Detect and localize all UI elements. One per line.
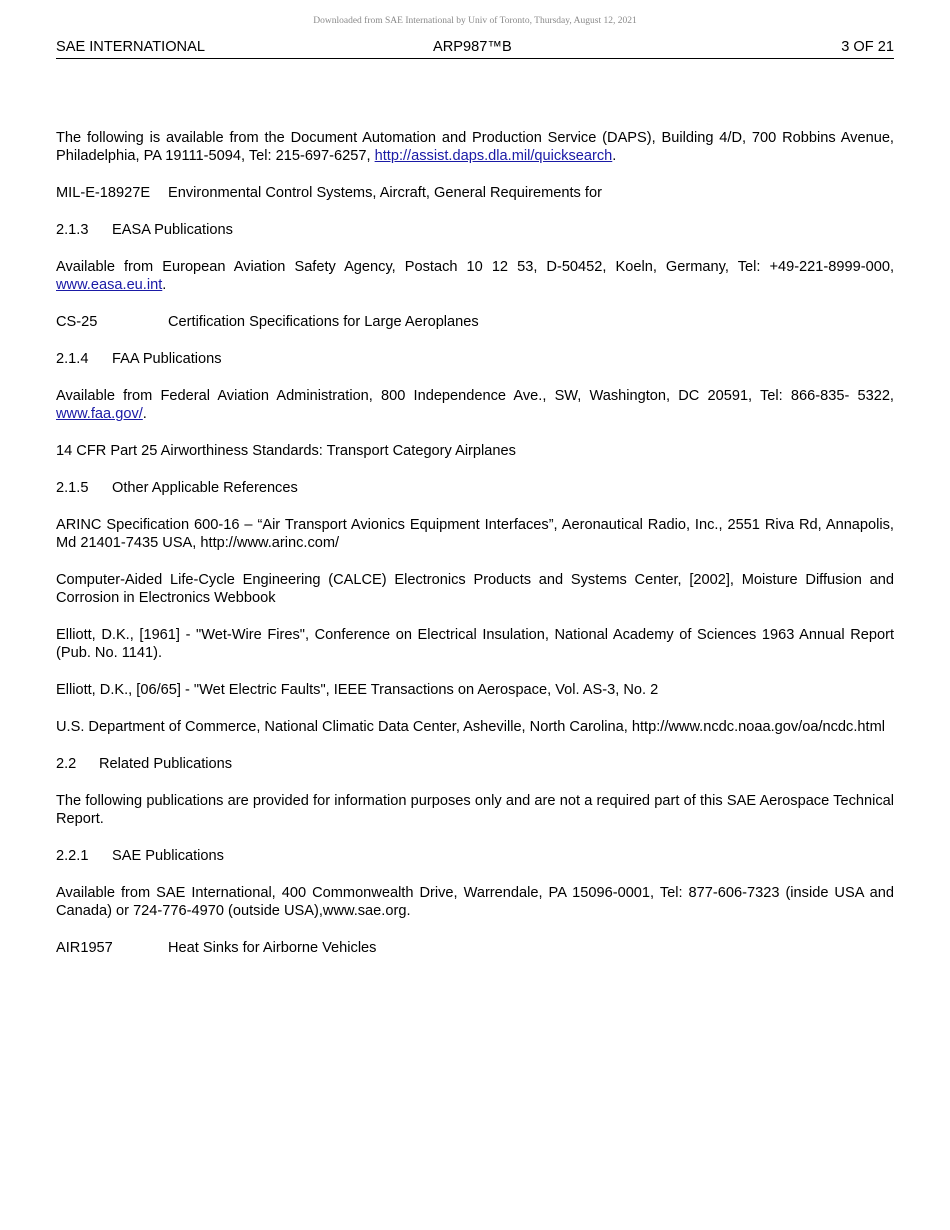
faa-end: . bbox=[142, 406, 147, 422]
faa-text: Available from Federal Aviation Administration, 800 Independence Ave., SW, Washington, DC 20591, Tel: 866-835- 5322, bbox=[56, 388, 894, 404]
header-page-number: 3 OF 21 bbox=[841, 39, 894, 55]
air1957-code: AIR1957 bbox=[56, 940, 113, 956]
daps-paragraph bbox=[56, 129, 894, 165]
section-title: EASA Publications bbox=[112, 222, 233, 238]
section-2-1-4-heading bbox=[56, 350, 894, 368]
section-2-1-5-heading bbox=[56, 479, 894, 497]
air1957-title: Heat Sinks for Airborne Vehicles bbox=[168, 940, 377, 956]
cfr-reference: 14 CFR Part 25 Airworthiness Standards: Transport Category Airplanes bbox=[56, 443, 516, 459]
cs25-title: Certification Specifications for Large Aeroplanes bbox=[168, 314, 479, 330]
easa-paragraph bbox=[56, 258, 894, 294]
header-org: SAE INTERNATIONAL bbox=[56, 39, 205, 55]
cs25-code: CS-25 bbox=[56, 314, 98, 330]
sae-paragraph: Available from SAE International, 400 Commonwealth Drive, Warrendale, PA 15096-0001, Tel: 877-606-7323 (inside USA and Canada) or 724-776-4970 (outside USA),www.sae.org. bbox=[56, 885, 894, 919]
section-2-2-heading bbox=[56, 755, 894, 773]
download-notice: Downloaded from SAE International by Univ of Toronto, Thursday, August 12, 2021 bbox=[313, 16, 637, 26]
section-title: Other Applicable References bbox=[112, 480, 298, 496]
page-header bbox=[56, 38, 894, 59]
section-title: FAA Publications bbox=[112, 351, 222, 367]
easa-link[interactable]: www.easa.eu.int bbox=[56, 277, 163, 293]
reference-elliott-1965: Elliott, D.K., [06/65] - "Wet Electric Faults", IEEE Transactions on Aerospace, Vol. AS-3, No. 2 bbox=[56, 682, 659, 698]
mil-ref-code: MIL-E-18927E bbox=[56, 185, 151, 201]
section-2-2-1-heading bbox=[56, 847, 894, 865]
reference-calce: Computer-Aided Life-Cycle Engineering (CALCE) Electronics Products and Systems Center, [2002], Moisture Diffusion and Corrosion in Electronics Webbook bbox=[56, 572, 894, 606]
section-title: Related Publications bbox=[99, 756, 233, 772]
air1957-reference bbox=[56, 939, 894, 957]
cs25-reference bbox=[56, 313, 894, 331]
section-2-1-3-heading bbox=[56, 221, 894, 239]
faa-link[interactable]: www.faa.gov/ bbox=[56, 406, 143, 422]
related-paragraph: The following publications are provided for information purposes only and are not a required part of this SAE Aerospace Technical Report. bbox=[56, 793, 894, 827]
section-number: 2.2 bbox=[56, 756, 77, 772]
reference-arinc: ARINC Specification 600-16 – “Air Transport Avionics Equipment Interfaces”, Aeronautical Radio, Inc., 2551 Riva Rd, Annapolis, Md 21401-7435 USA, http://www.arinc.com/ bbox=[56, 517, 894, 551]
easa-end: . bbox=[162, 277, 167, 293]
daps-end: . bbox=[612, 148, 617, 164]
section-number: 2.1.4 bbox=[56, 351, 89, 367]
section-number: 2.1.5 bbox=[56, 480, 89, 496]
daps-link[interactable]: http://assist.daps.dla.mil/quicksearch bbox=[374, 148, 613, 164]
faa-paragraph bbox=[56, 387, 894, 423]
reference-ncdc: U.S. Department of Commerce, National Climatic Data Center, Asheville, North Carolina, http://www.ncdc.noaa.gov/oa/ncdc.html bbox=[56, 719, 885, 735]
daps-text: The following is available from the Document Automation and Production Service (DAPS), Building 4/D, 700 Robbins Avenue, Philadelphia, PA 19111-5094, Tel: 215-697-6257, bbox=[56, 130, 894, 164]
header-doc-id: ARP987™B bbox=[433, 39, 512, 55]
reference-elliott-1961: Elliott, D.K., [1961] - "Wet-Wire Fires", Conference on Electrical Insulation, National Academy of Sciences 1963 Annual Report (Pub. No. 1141). bbox=[56, 627, 894, 661]
document-body bbox=[56, 129, 894, 976]
section-number: 2.2.1 bbox=[56, 848, 89, 864]
easa-text: Available from European Aviation Safety Agency, Postach 10 12 53, D-50452, Koeln, Germany, Tel: +49-221-8999-000, bbox=[56, 259, 894, 275]
mil-ref-title: Environmental Control Systems, Aircraft, General Requirements for bbox=[168, 185, 602, 201]
section-title: SAE Publications bbox=[112, 848, 224, 864]
mil-reference bbox=[56, 184, 894, 202]
section-number: 2.1.3 bbox=[56, 222, 89, 238]
